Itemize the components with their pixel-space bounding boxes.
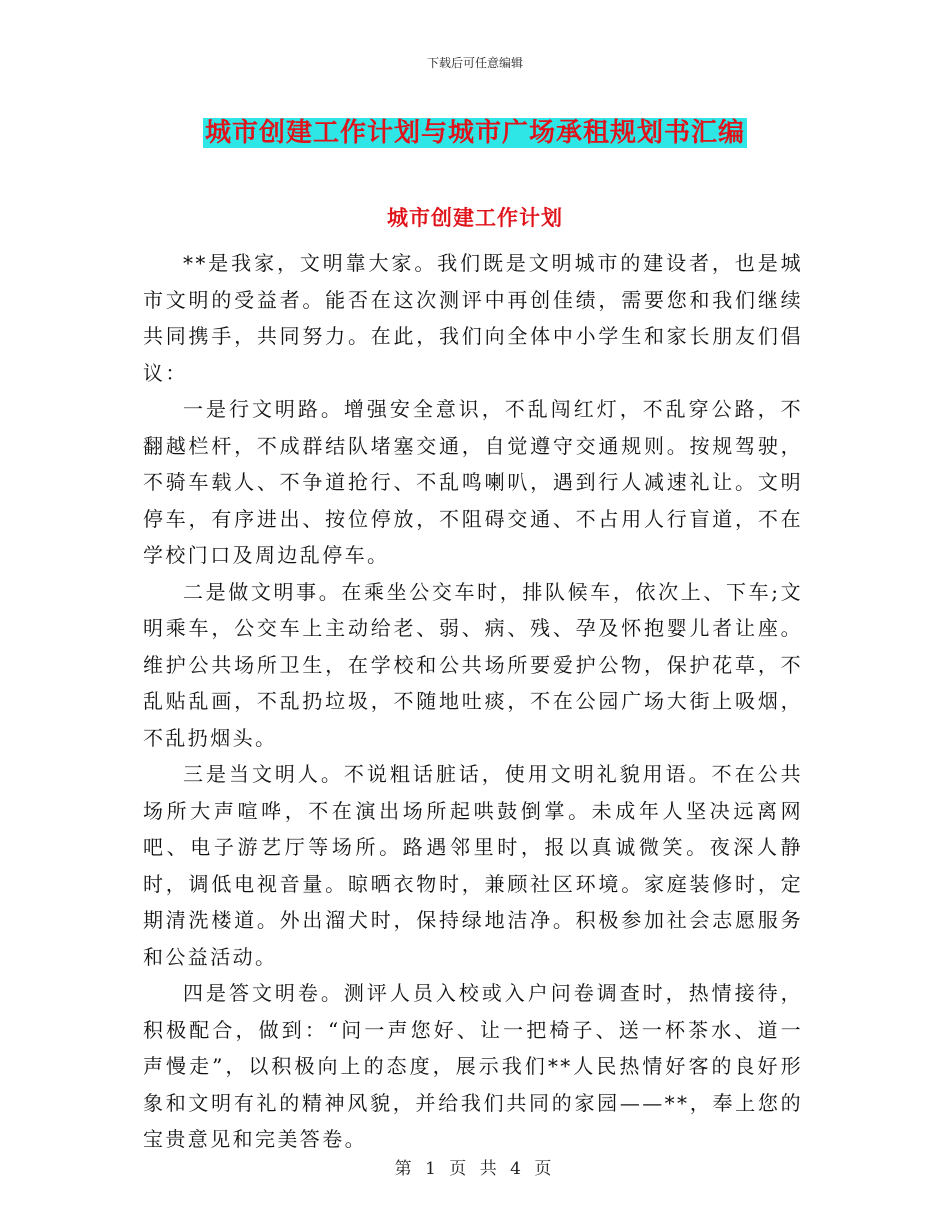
page-footer: 第 1 页 共 4 页 — [394, 1159, 556, 1179]
body-text — [143, 245, 803, 1158]
header-note: 下载后可任意编辑 — [426, 56, 523, 70]
paragraph-3: 三是当文明人。不说粗话脏话，使用文明礼貌用语。不在公共场所大声喧哗，不在演出场所起哄鼓倒掌。未成年人坚决远离网吧、电子游艺厅等场所。路遇邻里时，报以真诚微笑。夜深人静时，调低电视音量。晾晒衣物时，兼顾社区环境。家庭装修时，定期清洗楼道。外出溜犬时，保持绿地洁净。积极参加社会志愿服务和公益活动。 — [143, 762, 803, 969]
section-title: 城市创建工作计划 — [387, 205, 563, 230]
document-title — [0, 112, 950, 149]
paragraph-4: 四是答文明卷。测评人员入校或入户问卷调查时，热情接待，积极配合，做到：“问一声您好、让一把椅子、送一杯茶水、道一声慢走”，以积极向上的态度，展示我们**人民热情好客的良好形象和文明有礼的精神风貌，并给我们共同的家园——**，奉上您的宝贵意见和完美答卷。 — [143, 981, 803, 1151]
paragraph-1: 一是行文明路。增强安全意识，不乱闯红灯，不乱穿公路，不翻越栏杆，不成群结队堵塞交通，自觉遵守交通规则。按规驾驶，不骑车载人、不争道抢行、不乱鸣喇叭，遇到行人减速礼让。文明停车，有序进出、按位停放，不阻碍交通、不占用人行盲道，不在学校门口及周边乱停车。 — [143, 397, 803, 567]
paragraph-intro: **是我家，文明靠大家。我们既是文明城市的建设者，也是城市文明的受益者。能否在这次测评中再创佳绩，需要您和我们继续共同携手，共同努力。在此，我们向全体中小学生和家长朋友们倡议： — [143, 251, 803, 385]
document-title-text: 城市创建工作计划与城市广场承租规划书汇编 — [204, 118, 745, 148]
paragraph-2: 二是做文明事。在乘坐公交车时，排队候车，依次上、下车;文明乘车，公交车上主动给老、弱、病、残、孕及怀抱婴儿者让座。维护公共场所卫生，在学校和公共场所要爱护公物，保护花草，不乱贴乱画，不乱扔垃圾，不随地吐痰，不在公园广场大街上吸烟，不乱扔烟头。 — [143, 579, 803, 750]
